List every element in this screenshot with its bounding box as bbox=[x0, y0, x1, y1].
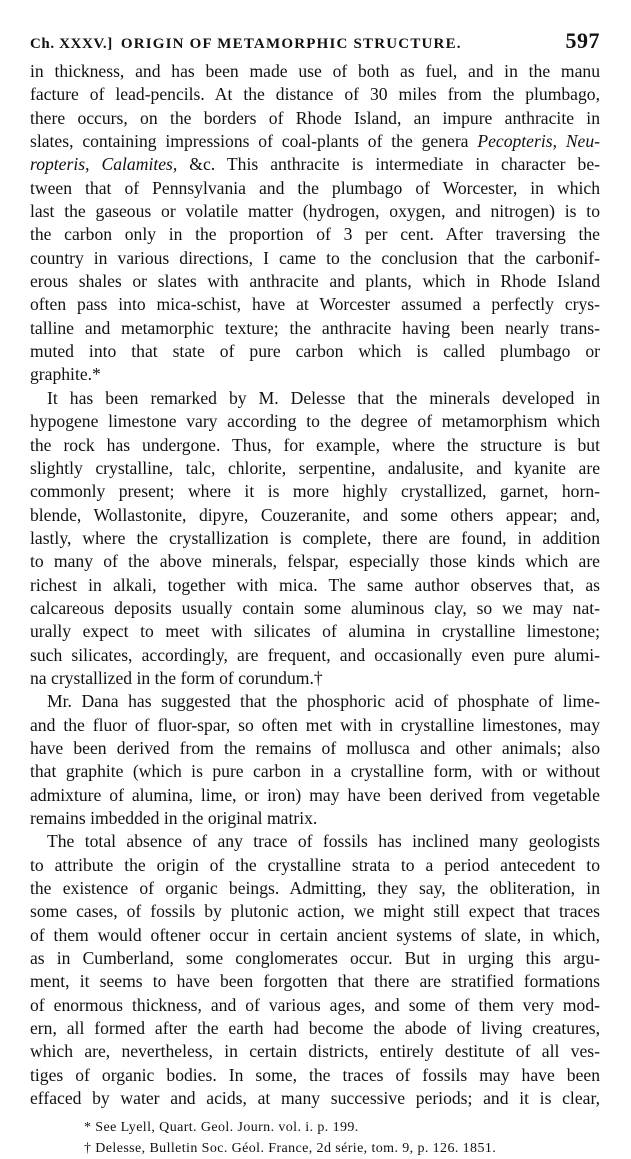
book-page bbox=[30, 28, 600, 1159]
text-line: tiges of organic bodies. In some, the traces of fossils may have been bbox=[30, 1064, 600, 1085]
text-line: to attribute the origin of the crystalline strata to a period antecedent to bbox=[30, 854, 600, 875]
text-line: effaced by water and acids, at many successive periods; and it is clear, bbox=[30, 1088, 600, 1109]
text-line: The total absence of any trace of fossils has inclined many geologists bbox=[47, 831, 600, 852]
text-line: na crystallized in the form of corundum.† bbox=[30, 667, 323, 688]
text-line: blende, Wollastonite, dipyre, Couzeranite, and some others appear; and, bbox=[30, 504, 600, 525]
text-line: hypogene limestone vary according to the degree of metamorphism which bbox=[30, 411, 600, 432]
text-line: of enormous thickness, and of various ages, and some of them very mod- bbox=[30, 994, 600, 1015]
text-line: country in various directions, I came to the conclusion that the carbonif- bbox=[30, 247, 600, 268]
text-line: slates, containing impressions of coal-plants of the genera Pecopteris, Neu- bbox=[30, 131, 601, 152]
text-line: remains imbedded in the original matrix. bbox=[30, 808, 318, 828]
text-line: last the gaseous or volatile matter (hydrogen, oxygen, and nitrogen) is to bbox=[30, 201, 600, 222]
text-line: that graphite (which is pure carbon in a crystalline form, with or without bbox=[30, 761, 600, 782]
text-line: often pass into mica-schist, have at Worcester assumed a perfectly crys- bbox=[30, 294, 600, 315]
text-line: the rock has undergone. Thus, for example, where the structure is but bbox=[30, 434, 600, 455]
footnote: * See Lyell, Quart. Geol. Journ. vol. i. p. 199. bbox=[84, 1120, 359, 1136]
text-line: slightly crystalline, talc, chlorite, serpentine, andalusite, and kyanite are bbox=[30, 457, 600, 478]
text-line: as in Cumberland, some conglomerates occur. But in urging this argu- bbox=[30, 948, 600, 969]
chapter-label: Ch. XXXV.] bbox=[30, 36, 113, 52]
text-line: to many of the above minerals, felspar, especially those kinds which are bbox=[30, 551, 600, 572]
text-line: in thickness, and has been made use of both as fuel, and in the manu bbox=[30, 61, 600, 81]
text-line: ment, it seems to have been forgotten that there are stratified formations bbox=[30, 971, 600, 992]
text-line: which are, nevertheless, in certain districts, entirely destitute of all ves- bbox=[30, 1041, 600, 1062]
footnotes bbox=[30, 1117, 600, 1159]
page-number: 597 bbox=[565, 28, 600, 53]
text-line: commonly present; where it is more highly crystallized, garnet, horn- bbox=[30, 481, 600, 502]
text-line: ropteris, Calamites, &c. This anthracite is intermediate in character be- bbox=[30, 154, 600, 175]
text-line: some cases, of fossils by plutonic action, we might still expect that traces bbox=[30, 901, 600, 922]
text-line: ern, all formed after the earth had become the abode of living creatures, bbox=[30, 1018, 600, 1039]
text-line: calcareous deposits usually contain some aluminous clay, so we may nat- bbox=[30, 597, 600, 618]
text-line: there occurs, on the borders of Rhode Island, an impure anthracite in bbox=[30, 107, 600, 128]
running-header bbox=[30, 28, 600, 58]
text-line: have been derived from the remains of mollusca and other animals; also bbox=[30, 737, 600, 758]
text-line: erous shales or slates with anthracite and plants, which in Rhode Island bbox=[30, 271, 600, 292]
body-text bbox=[30, 60, 600, 1110]
footnote: † Delesse, Bulletin Soc. Géol. France, 2d série, tom. 9, p. 126. 1851. bbox=[84, 1141, 497, 1157]
text-line: the existence of organic beings. Admitting, they say, the obliteration, in bbox=[30, 878, 600, 899]
text-line: richest in alkali, together with mica. The same author observes that, as bbox=[30, 574, 600, 595]
text-line: such silicates, accordingly, are frequent, and occasionally even pure alumi- bbox=[30, 644, 600, 665]
text-line: It has been remarked by M. Delesse that the minerals developed in bbox=[47, 387, 600, 408]
text-line: urally expect to meet with silicates of alumina in crystalline limestone; bbox=[30, 621, 600, 642]
text-line: and the fluor of fluor-spar, so often met with in crystalline limestones, may bbox=[30, 714, 600, 735]
text-line: muted into that state of pure carbon which is called plumbago or bbox=[30, 341, 600, 362]
text-line: of them would oftener occur in certain ancient systems of slate, in which, bbox=[30, 924, 600, 945]
text-line: the carbon only in the proportion of 3 per cent. After traversing the bbox=[30, 224, 600, 245]
text-line: talline and metamorphic texture; the anthracite having been nearly trans- bbox=[30, 317, 600, 338]
text-line: Mr. Dana has suggested that the phosphoric acid of phosphate of lime- bbox=[47, 691, 600, 712]
text-line: facture of lead-pencils. At the distance of 30 miles from the plumbago, bbox=[30, 84, 600, 105]
text-line: graphite.* bbox=[30, 364, 101, 385]
text-line: tween that of Pennsylvania and the plumbago of Worcester, in which bbox=[30, 177, 600, 198]
running-title: ORIGIN OF METAMORPHIC STRUCTURE. bbox=[120, 36, 462, 52]
text-line: admixture of alumina, lime, or iron) may have been derived from vegetable bbox=[30, 784, 600, 805]
text-line: lastly, where the crystallization is complete, there are found, in addition bbox=[30, 527, 600, 548]
